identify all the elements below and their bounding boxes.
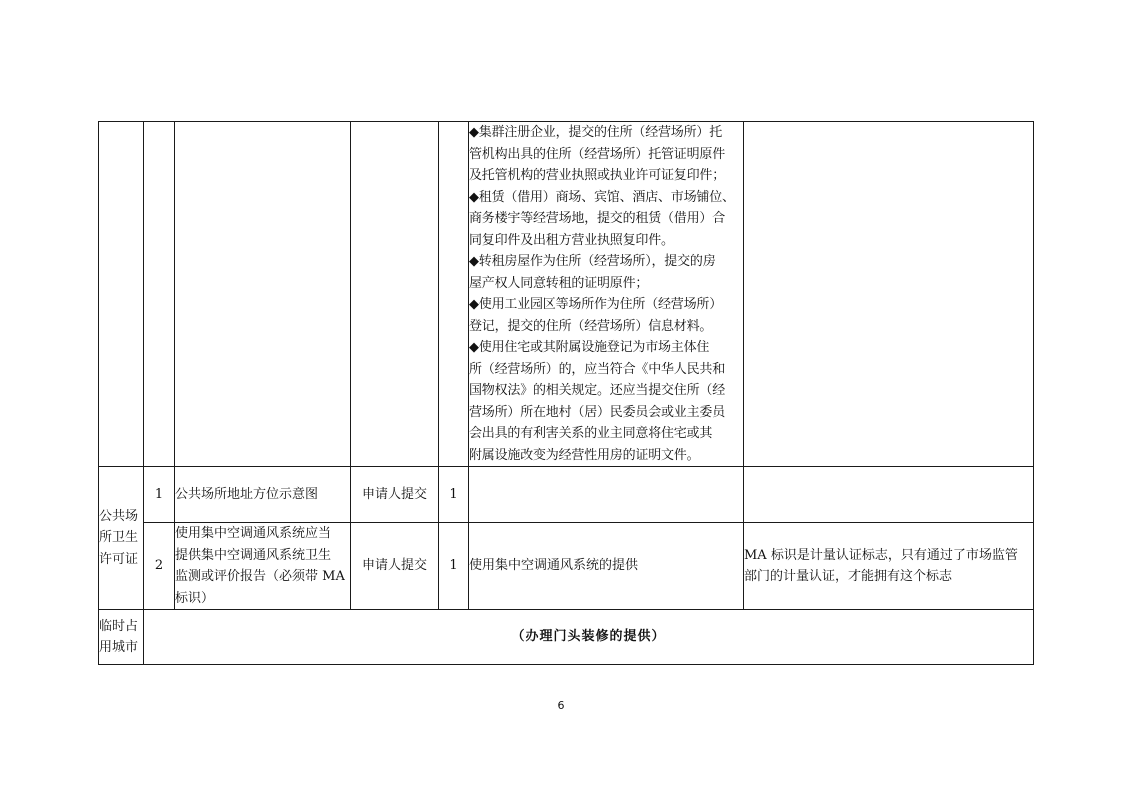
- table-row: [99, 610, 1034, 665]
- remark-cell-empty: [744, 122, 1034, 467]
- requirement-line: ◆集群注册企业，提交的住所（经营场所）托: [469, 125, 722, 140]
- materials-table: [98, 121, 1034, 665]
- item-number: 1: [144, 467, 175, 523]
- material-name-line: 标识）: [175, 590, 215, 606]
- material-name: [175, 467, 351, 523]
- category-temporary-occupation: [99, 610, 144, 665]
- material-name: [175, 523, 351, 610]
- continuation-row: [99, 122, 1034, 467]
- number-cell-empty: [144, 122, 175, 467]
- material-requirement: 使用集中空调通风系统的提供: [469, 523, 744, 610]
- category-line: 公共场: [99, 508, 139, 524]
- material-remark: [744, 523, 1034, 610]
- category-line: 临时占: [99, 618, 139, 634]
- requirement-line: 营场所）所在地村（居）民委员会或业主委员: [469, 404, 726, 420]
- item-number: 2: [144, 523, 175, 610]
- material-name-line: 使用集中空调通风系统应当: [175, 526, 332, 541]
- merged-note-cell: （办理门头装修的提供）: [144, 610, 1034, 665]
- requirement-line: 商务楼宇等经营场地，提交的租赁（借用）合: [469, 211, 726, 226]
- material-remark: [744, 467, 1034, 523]
- requirement-line: 国物权法》的相关规定。还应当提交住所（经: [469, 383, 726, 398]
- remark-line: MA 标识是计量认证标志，只有通过了市场监管: [744, 547, 1018, 563]
- requirement-line: 所（经营场所）的，应当符合《中华人民共和: [469, 361, 726, 377]
- requirement-line: ◆转租房屋作为住所（经营场所），提交的房: [469, 254, 716, 269]
- category-line: 所卫生: [99, 530, 139, 546]
- table-row: [99, 467, 1034, 523]
- address-requirements-cell: [469, 122, 744, 467]
- count-cell-empty: [439, 122, 469, 467]
- category-line: 用城市: [99, 640, 139, 655]
- page-number: 6: [557, 699, 565, 712]
- table-row: [99, 523, 1034, 610]
- requirement-line: 附属设施改变为经营性用房的证明文件。: [469, 447, 700, 463]
- remark-line: 部门的计量认证，才能拥有这个标志: [744, 569, 953, 584]
- category-public-hygiene-license: [99, 467, 144, 610]
- material-name-line: 监测或评价报告（必须带 MA: [175, 569, 345, 584]
- category-line: 许可证: [99, 551, 139, 567]
- requirement-line: 及托管机构的营业执照或执业许可证复印件；: [469, 168, 726, 183]
- material-requirement: [469, 467, 744, 523]
- requirement-line: ◆使用工业园区等场所作为住所（经营场所）: [469, 297, 722, 312]
- requirement-line: 会出具的有利害关系的业主同意将住宅或其: [469, 426, 713, 441]
- material-source: 申请人提交: [351, 467, 439, 523]
- material-source: 申请人提交: [351, 523, 439, 610]
- requirement-line: ◆租赁（借用）商场、宾馆、酒店、市场铺位、: [469, 189, 735, 205]
- source-cell-empty: [351, 122, 439, 467]
- category-cell-empty: [99, 122, 144, 467]
- requirement-line: 同复印件及出租方营业执照复印件。: [469, 232, 674, 248]
- material-name-cell-empty: [175, 122, 351, 467]
- material-name-line: 公共场所地址方位示意图: [175, 486, 319, 502]
- material-name-line: 提供集中空调通风系统卫生: [175, 547, 332, 563]
- requirement-line: 登记，提交的住所（经营场所）信息材料。: [469, 318, 713, 334]
- material-count: 1: [439, 523, 469, 610]
- material-count: 1: [439, 467, 469, 523]
- requirement-line: ◆使用住宅或其附属设施登记为市场主体住: [469, 340, 710, 355]
- requirement-line: 屋产权人同意转租的证明原件；: [469, 275, 649, 291]
- requirement-line: 管机构出具的住所（经营场所）托管证明原件: [469, 146, 726, 162]
